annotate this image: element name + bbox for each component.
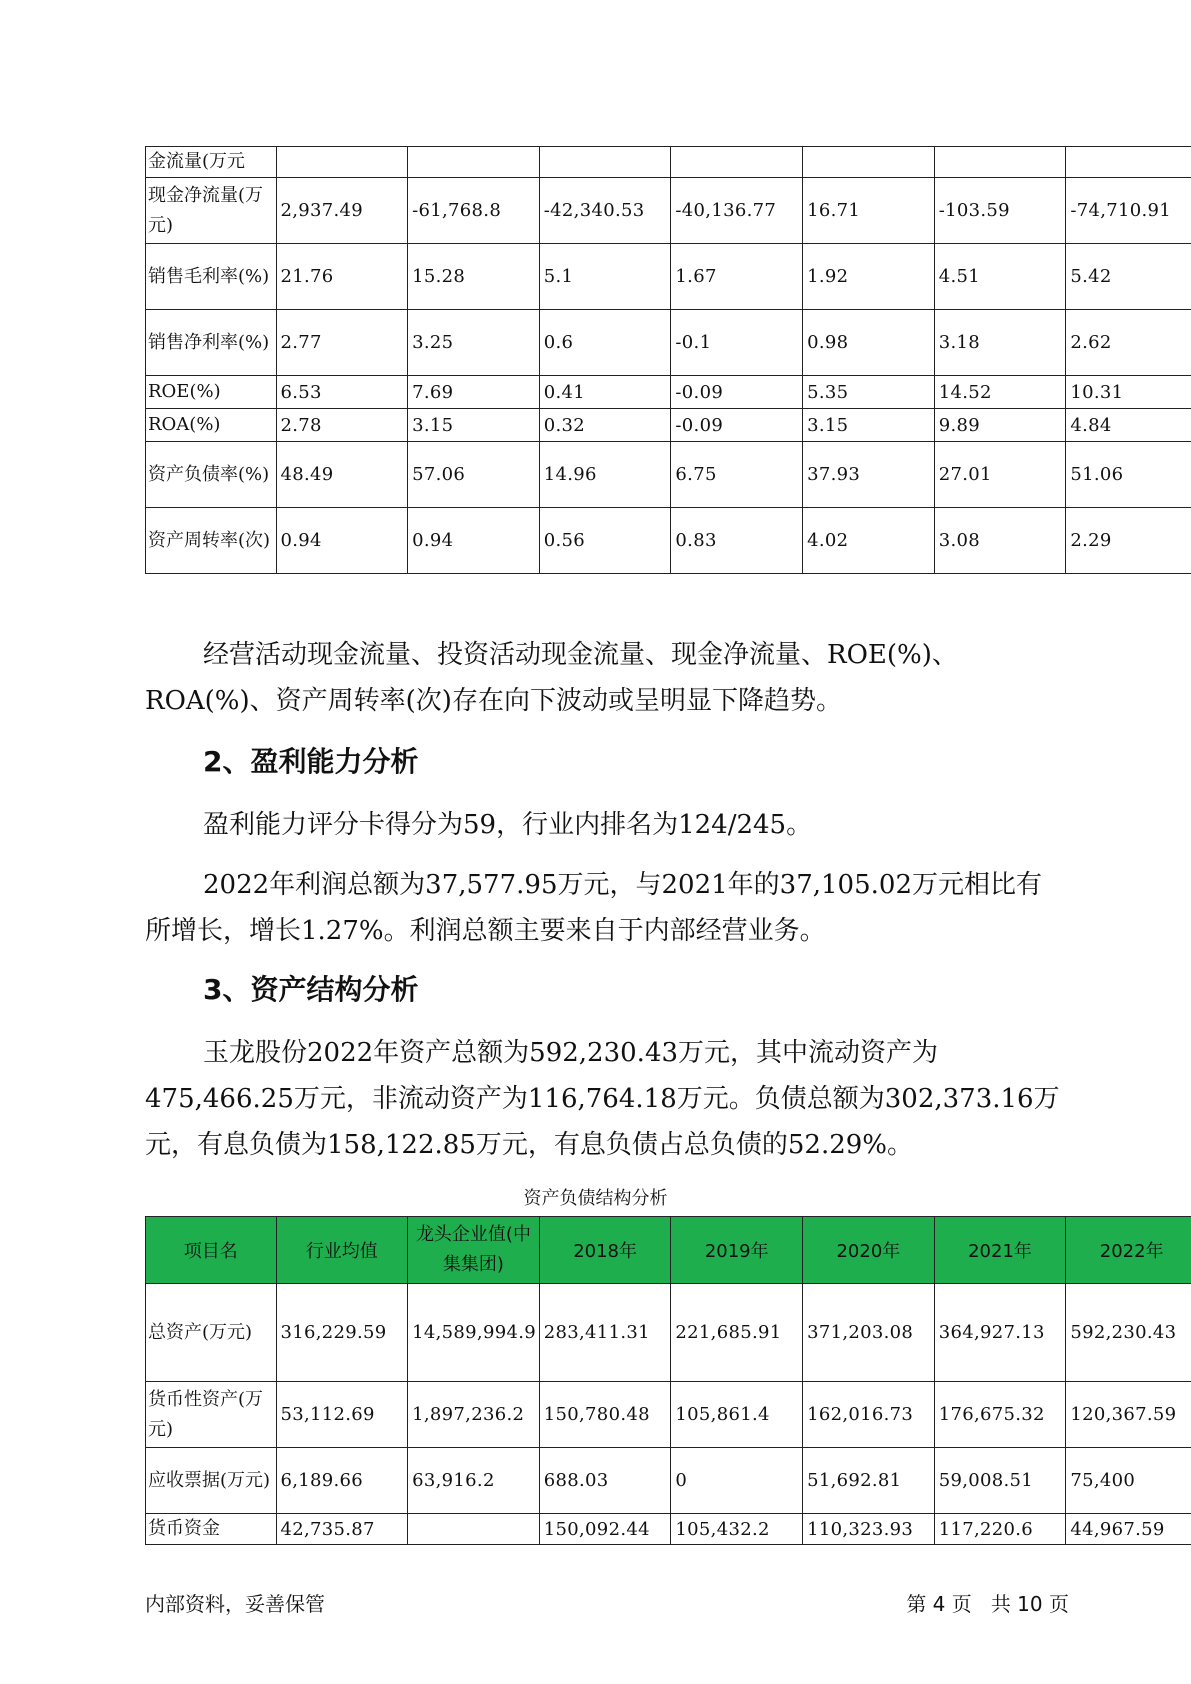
trend-paragraph: 经营活动现金流量、投资活动现金流量、现金净流量、ROE(%)、ROA(%)、资产周转率(次)存在向下波动或呈明显下降趋势。 bbox=[145, 640, 958, 716]
table-cell: 105,861.4 bbox=[671, 1382, 803, 1448]
row-label: 销售毛利率(%) bbox=[146, 244, 277, 310]
table-cell: 7.69 bbox=[408, 376, 540, 409]
table-cell: 59,008.51 bbox=[934, 1448, 1066, 1514]
header-2020: 2020年 bbox=[803, 1217, 935, 1284]
table-cell: 176,675.32 bbox=[934, 1382, 1066, 1448]
table-cell: 6.53 bbox=[276, 376, 408, 409]
header-2019: 2019年 bbox=[671, 1217, 803, 1284]
table-cell: 0 bbox=[671, 1448, 803, 1514]
row-label: 货币资金 bbox=[146, 1514, 277, 1545]
table-cell: -0.09 bbox=[671, 376, 803, 409]
header-2022: 2022年 bbox=[1066, 1217, 1191, 1284]
table-cell: 0.83 bbox=[671, 508, 803, 574]
table-cell bbox=[408, 1514, 540, 1545]
table-caption: 资产负债结构分析 bbox=[523, 1188, 668, 1209]
table-cell: 0.98 bbox=[803, 310, 935, 376]
header-2018: 2018年 bbox=[539, 1217, 671, 1284]
table-cell: 5.42 bbox=[1066, 244, 1191, 310]
table-cell: 3.18 bbox=[934, 310, 1066, 376]
table-cell: 150,780.48 bbox=[539, 1382, 671, 1448]
table-cell: 110,323.93 bbox=[803, 1514, 935, 1545]
table-cell: 4.51 bbox=[934, 244, 1066, 310]
header-leader-value: 龙头企业值(中集集团) bbox=[408, 1217, 540, 1284]
row-label: 销售净利率(%) bbox=[146, 310, 277, 376]
table-cell: 21.76 bbox=[276, 244, 408, 310]
table-cell: 0.41 bbox=[539, 376, 671, 409]
table-cell: 0.56 bbox=[539, 508, 671, 574]
table-cell bbox=[934, 147, 1066, 178]
row-label: 现金净流量(万元) bbox=[146, 178, 277, 244]
table-cell: 150,092.44 bbox=[539, 1514, 671, 1545]
table-cell: 2.62 bbox=[1066, 310, 1191, 376]
table-cell: 48.49 bbox=[276, 442, 408, 508]
table-cell: 14.52 bbox=[934, 376, 1066, 409]
table-cell bbox=[276, 147, 408, 178]
table-cell: 283,411.31 bbox=[539, 1284, 671, 1382]
table-header-row bbox=[146, 1217, 1191, 1284]
table-cell: -0.09 bbox=[671, 409, 803, 442]
table-row bbox=[146, 310, 1191, 376]
financial-ratio-table bbox=[145, 146, 1191, 574]
table-cell: -103.59 bbox=[934, 178, 1066, 244]
header-industry-avg: 行业均值 bbox=[276, 1217, 408, 1284]
table-cell bbox=[671, 147, 803, 178]
table-cell bbox=[1066, 147, 1191, 178]
table-cell: 75,400 bbox=[1066, 1448, 1191, 1514]
table-cell: 371,203.08 bbox=[803, 1284, 935, 1382]
table-cell: 5.35 bbox=[803, 376, 935, 409]
table-cell: 42,735.87 bbox=[276, 1514, 408, 1545]
asset-liability-table bbox=[145, 1216, 1191, 1545]
table-cell: 0.6 bbox=[539, 310, 671, 376]
table-cell: 0.94 bbox=[276, 508, 408, 574]
row-label: 资产负债率(%) bbox=[146, 442, 277, 508]
table-cell: 5.1 bbox=[539, 244, 671, 310]
table-cell: -0.1 bbox=[671, 310, 803, 376]
table-cell: 63,916.2 bbox=[408, 1448, 540, 1514]
table-cell: 2.77 bbox=[276, 310, 408, 376]
profit-paragraph: 2022年利润总额为37,577.95万元，与2021年的37,105.02万元相比有所增长，增长1.27%。利润总额主要来自于内部经营业务。 bbox=[145, 870, 1042, 946]
table-cell: 1.92 bbox=[803, 244, 935, 310]
table-cell: 53,112.69 bbox=[276, 1382, 408, 1448]
table-cell: 162,016.73 bbox=[803, 1382, 935, 1448]
table-row bbox=[146, 1382, 1191, 1448]
table-cell: 10.31 bbox=[1066, 376, 1191, 409]
table-cell: 3.15 bbox=[408, 409, 540, 442]
table-cell: 16.71 bbox=[803, 178, 935, 244]
table-cell: 15.28 bbox=[408, 244, 540, 310]
table-cell: 592,230.43 bbox=[1066, 1284, 1191, 1382]
table-row bbox=[146, 1514, 1191, 1545]
section-heading-profitability: 2、盈利能力分析 bbox=[203, 745, 419, 778]
table-cell: 2.78 bbox=[276, 409, 408, 442]
table-cell: 3.08 bbox=[934, 508, 1066, 574]
table-cell: 51.06 bbox=[1066, 442, 1191, 508]
table-cell: 6.75 bbox=[671, 442, 803, 508]
table-cell: -61,768.8 bbox=[408, 178, 540, 244]
table-cell: 14,589,994.9 bbox=[408, 1284, 540, 1382]
row-label: 总资产(万元) bbox=[146, 1284, 277, 1382]
header-2021: 2021年 bbox=[934, 1217, 1066, 1284]
table-cell: 4.84 bbox=[1066, 409, 1191, 442]
table-cell: 3.25 bbox=[408, 310, 540, 376]
table-cell: 37.93 bbox=[803, 442, 935, 508]
table-cell: 44,967.59 bbox=[1066, 1514, 1191, 1545]
section-heading-asset-structure: 3、资产结构分析 bbox=[203, 973, 419, 1006]
table-cell: 57.06 bbox=[408, 442, 540, 508]
table-row bbox=[146, 1448, 1191, 1514]
profitability-score-paragraph: 盈利能力评分卡得分为59，行业内排名为124/245。 bbox=[203, 810, 813, 840]
table-cell: 2.29 bbox=[1066, 508, 1191, 574]
table-cell: 27.01 bbox=[934, 442, 1066, 508]
table-cell: 51,692.81 bbox=[803, 1448, 935, 1514]
row-label: 金流量(万元 bbox=[146, 147, 277, 178]
row-label: ROE(%) bbox=[146, 376, 277, 409]
table-cell: 221,685.91 bbox=[671, 1284, 803, 1382]
header-item-name: 项目名 bbox=[146, 1217, 277, 1284]
table-cell: 316,229.59 bbox=[276, 1284, 408, 1382]
table-cell: 3.15 bbox=[803, 409, 935, 442]
row-label: ROA(%) bbox=[146, 409, 277, 442]
table-cell: 14.96 bbox=[539, 442, 671, 508]
row-label: 资产周转率(次) bbox=[146, 508, 277, 574]
table-row bbox=[146, 442, 1191, 508]
table-cell: 364,927.13 bbox=[934, 1284, 1066, 1382]
table-cell: 9.89 bbox=[934, 409, 1066, 442]
table-cell: 117,220.6 bbox=[934, 1514, 1066, 1545]
table-cell: 1.67 bbox=[671, 244, 803, 310]
table-cell: 105,432.2 bbox=[671, 1514, 803, 1545]
table-row bbox=[146, 147, 1191, 178]
asset-structure-paragraph: 玉龙股份2022年资产总额为592,230.43万元，其中流动资产为475,466.25万元，非流动资产为116,764.18万元。负债总额为302,373.16万元，有息负债为158,122.85万元，有息负债占总负债的52.29%。 bbox=[145, 1038, 1060, 1160]
table-cell: 0.32 bbox=[539, 409, 671, 442]
table-cell bbox=[539, 147, 671, 178]
table-cell bbox=[408, 147, 540, 178]
table-cell: 2,937.49 bbox=[276, 178, 408, 244]
table-cell: -40,136.77 bbox=[671, 178, 803, 244]
table-cell: -74,710.91 bbox=[1066, 178, 1191, 244]
table-row bbox=[146, 409, 1191, 442]
table-row bbox=[146, 376, 1191, 409]
table-cell: 0.94 bbox=[408, 508, 540, 574]
table-cell: 1,897,236.2 bbox=[408, 1382, 540, 1448]
footer-page-number: 第 4 页 共 10 页 bbox=[906, 1592, 1069, 1616]
table-cell: 4.02 bbox=[803, 508, 935, 574]
table-cell bbox=[803, 147, 935, 178]
table-cell: 688.03 bbox=[539, 1448, 671, 1514]
table-row bbox=[146, 178, 1191, 244]
table-cell: 6,189.66 bbox=[276, 1448, 408, 1514]
table-row bbox=[146, 244, 1191, 310]
table-cell: 120,367.59 bbox=[1066, 1382, 1191, 1448]
footer-confidential-note: 内部资料，妥善保管 bbox=[145, 1592, 325, 1616]
table-cell: -42,340.53 bbox=[539, 178, 671, 244]
row-label: 应收票据(万元) bbox=[146, 1448, 277, 1514]
table-row bbox=[146, 1284, 1191, 1382]
row-label: 货币性资产(万元) bbox=[146, 1382, 277, 1448]
table-row bbox=[146, 508, 1191, 574]
